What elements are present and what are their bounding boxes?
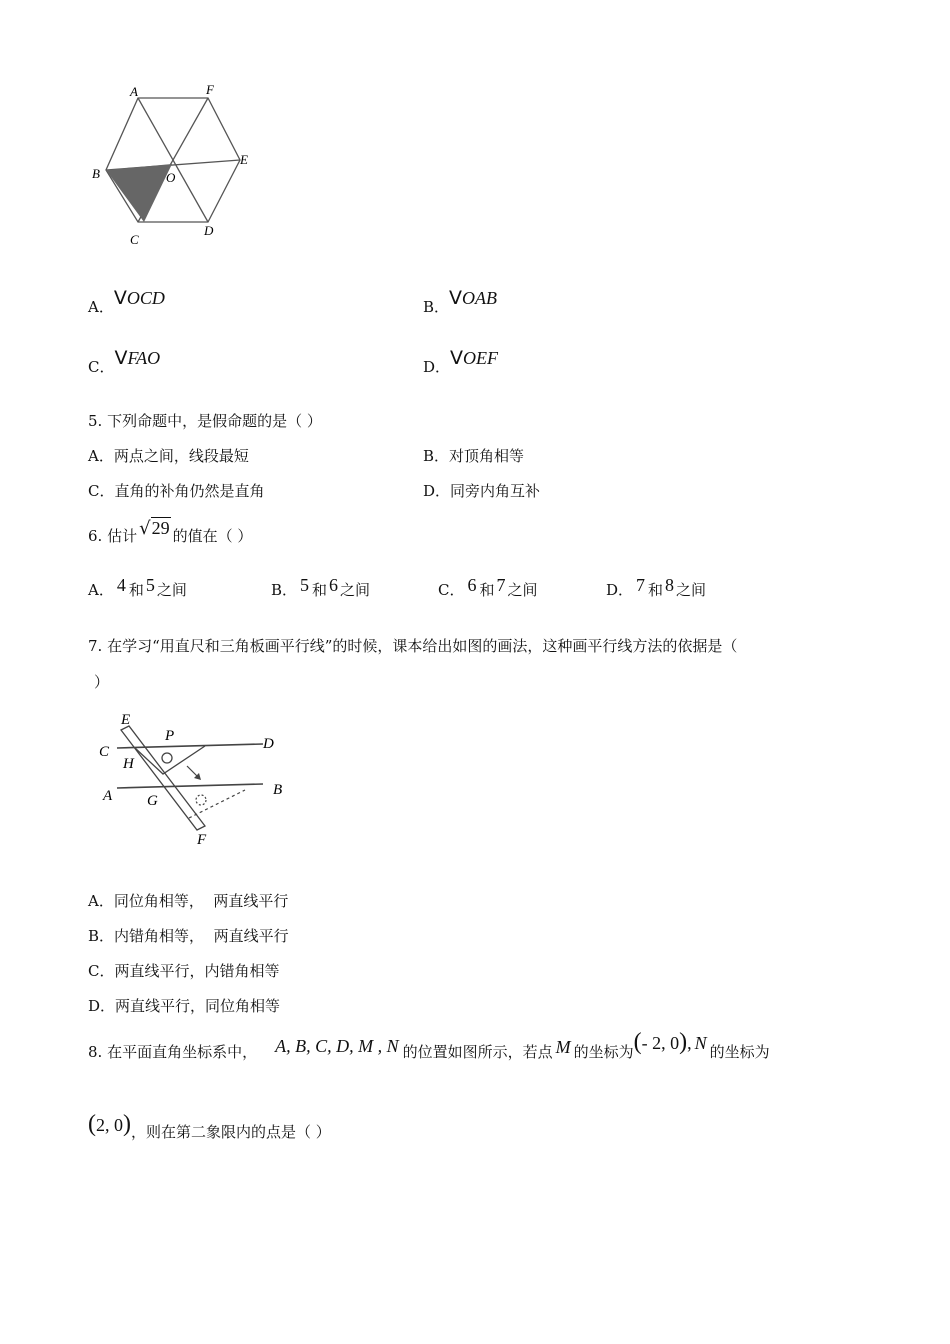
q7-stem-line1: 7. 在学习“用直尺和三角板画平行线”的时候，课本给出如图的画法，这种画平行线方法的依据是（ [88,637,738,655]
q6-option-c: C． 6 和 7 之间 [438,575,538,599]
q7-stem-line2: ） [94,673,110,691]
triangle-symbol: V [449,287,463,309]
q8-points: A, B, C, D, M , N [275,1036,399,1056]
fig7-label-g: G [147,793,158,809]
triangle-symbol: V [113,287,127,309]
q4-option-a: A．VOCD [88,287,165,316]
triangle-hole-upper [162,753,172,763]
hex-label-e: E [240,152,248,167]
line-cd [117,744,263,748]
hex-label-o: O [166,170,176,185]
q5-option-c: C．直角的补角仍然是直角 [88,482,265,500]
q6-stem: 6. 估计 √29 的值在（ ） [88,518,253,545]
q5-option-d: D．同旁内角互补 [423,482,541,500]
fig7-label-a: A [103,788,113,804]
hexagon-figure [90,82,260,252]
q6-option-b: B． 5 和 6 之间 [271,575,371,599]
q6-option-d: D． 7 和 8 之间 [606,575,707,599]
q7-option-a: A．同位角相等， 两直线平行 [88,892,289,910]
q5-stem: 5. 下列命题中，是假命题的是（ ） [88,412,322,430]
fig7-label-p: P [165,728,175,744]
sqrt-sign: √ [139,518,151,539]
triangle-upper [135,746,205,774]
shaded-triangle [106,164,172,222]
hex-label-c: C [130,232,139,247]
triangle-symbol: V [450,347,464,369]
q4-option-c: C．VFAO [88,347,161,376]
ruler [121,726,205,830]
triangle-lower-dashed [189,790,245,818]
q6-option-a: A． 4 和 5 之间 [88,575,187,599]
q4-option-b: B．VOAB [423,287,498,316]
hex-label-f: F [206,82,214,97]
parallel-lines-figure [95,710,295,855]
hex-label-a: A [130,84,138,99]
q8-coord-n: (2, 0) [88,1111,131,1137]
fig7-label-b: B [273,782,283,798]
hex-label-d: D [204,223,214,238]
q8-stem-line1: 8. 在平面直角坐标系中， A, B, C, D, M , N 的位置如图所示，若点 M 的坐标为(- 2, 0), N 的坐标为 [88,1029,770,1061]
q5-option-b: B．对顶角相等 [423,447,525,465]
fig7-label-d: D [263,736,274,752]
q8-stem-line2: (2, 0)，则在第二象限内的点是（ ） [88,1111,331,1141]
q7-option-b: B．内错角相等， 两直线平行 [88,927,289,945]
q7-option-c: C．两直线平行，内错角相等 [88,962,280,980]
q4-option-d: D．VOEF [423,347,499,376]
fig7-label-c: C [99,744,110,760]
line-ab [117,784,263,788]
fig7-label-h: H [123,756,134,772]
triangle-hole-lower [196,795,206,805]
hex-label-b: B [92,166,100,181]
fig7-label-f: F [197,832,207,848]
q5-option-a: A．两点之间，线段最短 [88,447,249,465]
q8-coord-m: (- 2, 0), N [633,1029,707,1055]
fig7-label-e: E [121,712,131,728]
sqrt-expression: √29 [139,518,170,539]
q7-option-d: D．两直线平行，同位角相等 [88,997,281,1015]
triangle-symbol: V [114,347,128,369]
